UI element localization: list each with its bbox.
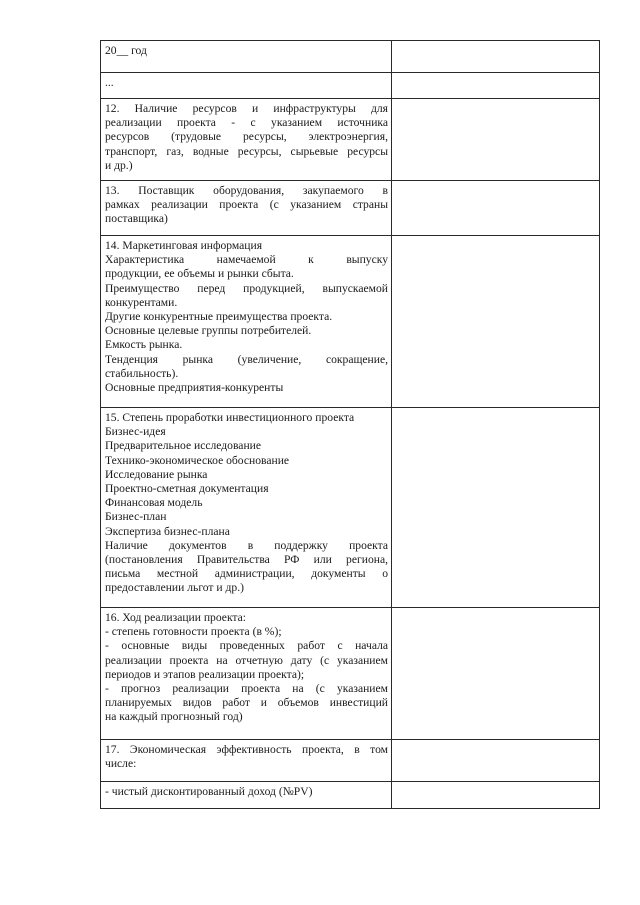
row-text-line: 14. Маркетинговая информация (105, 239, 263, 252)
table-row-npv (101, 782, 600, 809)
row-value-npv[interactable] (392, 782, 600, 809)
row-value-16[interactable] (392, 608, 600, 740)
row-text-line: 16. Ход реализации проекта: (105, 611, 246, 624)
row-label-17 (101, 740, 392, 782)
row-text-line: 12. Наличие ресурсов и инфраструктуры для (105, 102, 388, 115)
row-text-line: Наличие документов в поддержку проекта (105, 538, 388, 552)
row-text-line: ... (105, 76, 114, 89)
table-row-14 (101, 236, 600, 408)
row-label-npv (101, 782, 392, 809)
row-value-13[interactable] (392, 181, 600, 236)
row-label-16 (101, 608, 392, 740)
row-text-line: на каждый прогнозный год) (105, 710, 243, 724)
row-text-line: 17. Экономическая эффективность проекта, в том (105, 743, 388, 756)
row-text-line: реализации проекта - с указанием источника (105, 116, 388, 130)
row-text-line: рамках реализации проекта (с указанием страны (105, 198, 388, 212)
row-text-line: Технико-экономическое обоснование (105, 453, 290, 467)
row-value-17[interactable] (392, 740, 600, 782)
table-row-16 (101, 608, 600, 740)
project-info-table (100, 40, 600, 809)
row-text-line: Исследование рынка (105, 467, 208, 481)
row-value-15[interactable] (392, 408, 600, 608)
row-text-line: Другие конкурентные преимущества проекта. (105, 310, 333, 324)
row-text-line: (постановления Правительства РФ или региона, (105, 553, 388, 567)
row-text-line: Основные целевые группы потребителей. (105, 324, 312, 338)
row-text-line: Бизнес-идея (105, 425, 166, 439)
row-label-14 (101, 236, 392, 408)
row-label-ellipsis (101, 73, 392, 99)
table-row-13 (101, 181, 600, 236)
row-text-line: 15. Степень проработки инвестиционного проекта (105, 411, 355, 424)
row-label-15 (101, 408, 392, 608)
row-value-12[interactable] (392, 99, 600, 181)
row-text-line: 13. Поставщик оборудования, закупаемого в (105, 184, 388, 197)
row-text-line: конкурентами. (105, 295, 178, 309)
table-row-15 (101, 408, 600, 608)
row-text-line: - степень готовности проекта (в %); (105, 625, 282, 639)
row-text-line: Предварительное исследование (105, 439, 261, 453)
row-text-line: предоставлении льгот и др.) (105, 581, 244, 595)
row-text-line: письма местной администрации, документы о (105, 567, 388, 581)
row-label-12 (101, 99, 392, 181)
row-text-line: Основные предприятия-конкуренты (105, 381, 284, 395)
row-text-line: Финансовая модель (105, 496, 203, 510)
row-text-line: Характеристика намечаемой к выпуску (105, 253, 388, 267)
row-text-line: Экспертиза бизнес-плана (105, 524, 230, 538)
row-value-14[interactable] (392, 236, 600, 408)
row-value-ellipsis[interactable] (392, 73, 600, 99)
table-row-ellipsis (101, 73, 600, 99)
row-text-line: ресурсов (трудовые ресурсы, электроэнергия, (105, 130, 388, 144)
table-row-year (101, 41, 600, 73)
row-text-line: - чистый дисконтированный доход (№PV) (105, 785, 313, 798)
row-text-line: и др.) (105, 158, 133, 172)
row-text-line: числе: (105, 757, 137, 771)
row-text-line: планируемых видов работ и объемов инвестиций (105, 696, 388, 710)
row-label-13 (101, 181, 392, 236)
row-text-line: транспорт, газ, водные ресурсы, сырьевые ресурсы (105, 144, 388, 158)
row-label-year (101, 41, 392, 73)
row-text-line: Бизнес-план (105, 510, 167, 524)
row-text-line: поставщика) (105, 212, 168, 226)
row-text-line: Емкость рынка. (105, 338, 183, 352)
row-text-line: реализации проекта на отчетную дату (с указанием (105, 653, 388, 667)
row-text-line: 20__ год (105, 44, 147, 57)
row-text-line: Тенденция рынка (увеличение, сокращение, (105, 352, 388, 366)
row-text-line: - основные виды проведенных работ с начала (105, 639, 388, 653)
row-text-line: Проектно-сметная документация (105, 482, 269, 496)
row-value-year[interactable] (392, 41, 600, 73)
row-text-line: продукции, ее объемы и рынки сбыта. (105, 267, 294, 281)
table-row-17 (101, 740, 600, 782)
table-row-12 (101, 99, 600, 181)
row-text-line: Преимущество перед продукцией, выпускаемой (105, 281, 388, 295)
row-text-line: стабильность). (105, 366, 179, 380)
row-text-line: периодов и этапов реализации проекта); (105, 667, 305, 681)
row-text-line: - прогноз реализации проекта на (с указанием (105, 682, 388, 696)
